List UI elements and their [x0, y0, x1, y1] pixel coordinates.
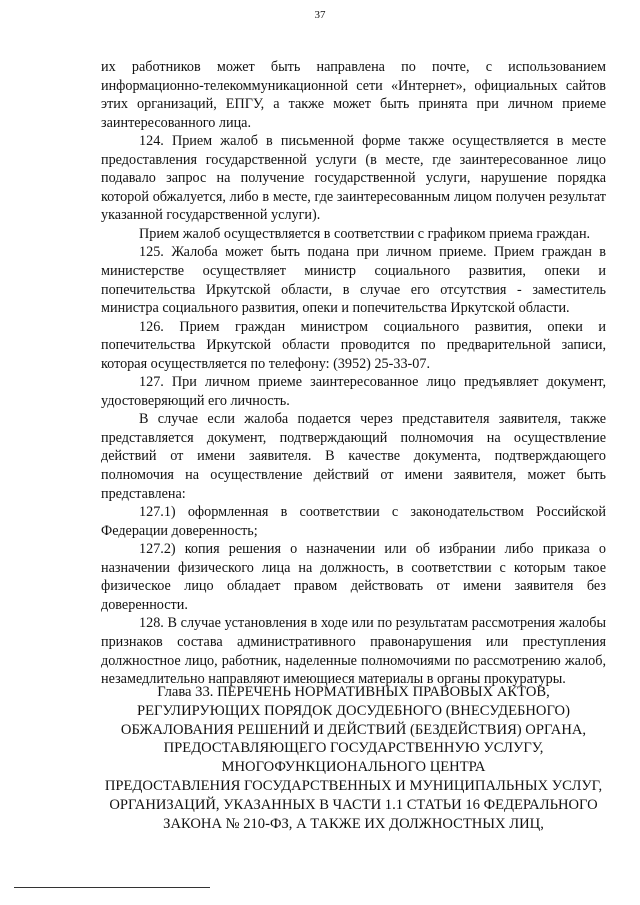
chapter-heading-line: ПРЕДОСТАВЛЕНИЯ ГОСУДАРСТВЕННЫХ И МУНИЦИПАЛЬНЫХ УСЛУГ,: [104, 777, 603, 794]
paragraph-127-2: 127.2) копия решения о назначении или об избрании либо приказа о назначении физического лица на должность, в соответствии с которым такое физическое лицо обладает правом действовать от имени заявителя без доверенности.: [101, 541, 606, 613]
chapter-heading-line: РЕГУЛИРУЮЩИХ ПОРЯДОК ДОСУДЕБНОГО (ВНЕСУДЕБНОГО): [137, 702, 570, 719]
body-text: [101, 58, 606, 689]
paragraph-126: 126. Прием граждан министром социального развития, опеки и попечительства Иркутской области проводится по предварительной записи, которая осуществляется по телефону: (3952) 25-33-07.: [101, 318, 606, 372]
page-number: 37: [314, 9, 326, 21]
paragraph-schedule: Прием жалоб осуществляется в соответствии с графиком приема граждан.: [139, 225, 591, 242]
paragraph-127-1: 127.1) оформленная в соответствии с законодательством Российской Федерации доверенность;: [101, 504, 606, 539]
chapter-heading-line: МНОГОФУНКЦИОНАЛЬНОГО ЦЕНТРА: [221, 759, 486, 776]
chapter-heading: [101, 683, 606, 833]
chapter-heading-line: ОРГАНИЗАЦИЙ, УКАЗАННЫХ В ЧАСТИ 1.1 СТАТЬИ 16 ФЕДЕРАЛЬНОГО: [109, 796, 598, 813]
footer-divider: [14, 887, 210, 888]
paragraph-128: 128. В случае установления в ходе или по результатам рассмотрения жалобы признаков состава административного правонарушения или преступления должностное лицо, работник, наделенные полномочиями по рассмотрению жалоб, незамедлительно направляют имеющиеся материалы в органы прокуратуры.: [101, 615, 606, 688]
paragraph-representative: В случае если жалоба подается через представителя заявителя, также представляется документ, подтверждающий полномочия на осуществление действий от имени заявителя. В качестве документа, подтверждающего полномочия на осуществление действий от имени заявителя, может быть представлена:: [101, 411, 606, 502]
chapter-heading-line: ПРЕДОСТАВЛЯЮЩЕГО ГОСУДАРСТВЕННУЮ УСЛУГУ,: [163, 740, 544, 757]
chapter-heading-line: Глава 33. ПЕРЕЧЕНЬ НОРМАТИВНЫХ ПРАВОВЫХ АКТОВ,: [157, 684, 550, 700]
chapter-heading-line: ЗАКОНА № 210-ФЗ, А ТАКЖЕ ИХ ДОЛЖНОСТНЫХ ЛИЦ,: [163, 815, 544, 832]
paragraph-125: 125. Жалоба может быть подана при личном приеме. Прием граждан в министерстве осуществляет министр социального развития, опеки и попечительства Иркутской области, в случае его отсутствия - заместитель министра социального развития, опеки и попечительства Иркутской области.: [101, 244, 606, 317]
paragraph-127: 127. При личном приеме заинтересованное лицо предъявляет документ, удостоверяющий его личность.: [101, 374, 606, 409]
chapter-heading-line: ОБЖАЛОВАНИЯ РЕШЕНИЙ И ДЕЙСТВИЙ (БЕЗДЕЙСТВИЯ) ОРГАНА,: [120, 721, 587, 738]
paragraph-continuation: их работников может быть направлена по почте, с использованием информационно-телекоммуникационной сети «Интернет», официальных сайтов этих организаций, ЕПГУ, а также может быть принята при личном приеме заинтересованного лица.: [101, 59, 606, 131]
paragraph-124: 124. Прием жалоб в письменной форме также осуществляется в месте предоставления государственной услуги (в месте, где заинтересованное лицо подавало запрос на получение государственной услуги, нарушение порядка которой обжалуется, либо в месте, где заинтересованным лицом получен результат указанной государственной услуги).: [101, 133, 606, 224]
